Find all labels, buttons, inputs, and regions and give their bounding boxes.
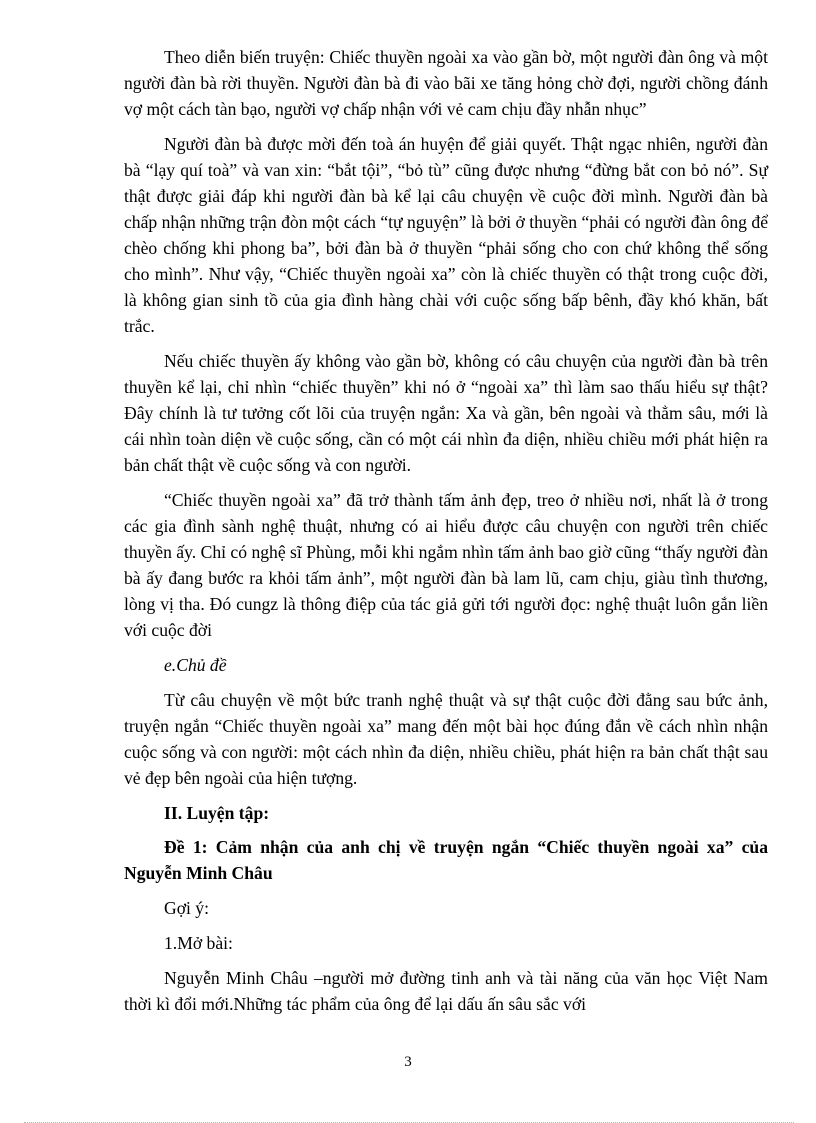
exercise-heading: Đề 1: Cảm nhận của anh chị về truyện ngắn “Chiếc thuyền ngoài xa” của Nguyễn Minh Châu	[124, 837, 768, 883]
document-body	[124, 44, 768, 1026]
page-number: 3	[404, 1054, 412, 1070]
hint-label: Gợi ý:	[164, 898, 209, 918]
intro-label: 1.Mở bài:	[164, 933, 233, 953]
paragraph-court-scene: Người đàn bà được mời đến toà án huyện để giải quyết. Thật ngạc nhiên, người đàn bà “lạy quí toà” và van xin: “bắt tội”, “bỏ tù” cũng được nhưng “đừng bắt con bỏ nó”. Sự thật được giải đáp khi người đàn bà kể lại câu chuyện về cuộc đời mình. Người đàn bà chấp nhận những trận đòn một cách “tự nguyện” là bởi ở thuyền “phải có người đàn ông để chèo chống khi phong ba”, bởi đàn bà ở thuyền “phải sống cho con chứ không thể sống cho mình”. Như vậy, “Chiếc thuyền ngoài xa” còn là chiếc thuyền có thật trong cuộc đời, là không gian sinh tồ của gia đình hàng chài với cuộc sống bấp bênh, đầy khó khăn, bất trắc.	[124, 134, 768, 336]
paragraph-intro: Nguyễn Minh Châu –người mở đường tinh anh và tài năng của văn học Việt Nam thời kì đổi mới.Những tác phẩm của ông để lại dấu ấn sâu sắc với	[124, 968, 768, 1014]
paragraph-core-idea: Nếu chiếc thuyền ấy không vào gần bờ, không có câu chuyện của người đàn bà trên thuyền kể lại, chỉ nhìn “chiếc thuyền” khi nó ở “ngoài xa” thì làm sao thấu hiểu sự thật? Đây chính là tư tưởng cốt lõi của truyện ngắn: Xa và gần, bên ngoài và thẳm sâu, mới là cái nhìn toàn diện về cuộc sống, cần có một cái nhìn đa diện, nhiều chiều mới phát hiện ra bản chất thật về cuộc sống và con người.	[124, 351, 768, 475]
subheading-theme: e.Chủ đề	[164, 655, 227, 675]
paragraph-theme: Từ câu chuyện về một bức tranh nghệ thuật và sự thật cuộc đời đằng sau bức ảnh, truyện ngắn “Chiếc thuyền ngoài xa” mang đến một bài học đúng đắn về cách nhìn nhận cuộc sống và con người: một cách nhìn đa diện, nhiều chiều, phát hiện ra bản chất thật sau vẻ đẹp bên ngoài của hiện tượng.	[124, 690, 768, 788]
paragraph-story-development: Theo diễn biến truyện: Chiếc thuyền ngoài xa vào gần bờ, một người đàn ông và một người đàn bà rời thuyền. Người đàn bà đi vào bãi xe tăng hỏng chờ đợi, người chồng đánh vợ một cách tàn bạo, người vợ chấp nhận với vẻ cam chịu đầy nhẫn nhục”	[124, 47, 768, 119]
section-heading-practice: II. Luyện tập:	[164, 803, 270, 823]
paragraph-photo-meaning: “Chiếc thuyền ngoài xa” đã trở thành tấm ảnh đẹp, treo ở nhiều nơi, nhất là ở trong các gia đình sành nghệ thuật, nhưng có ai hiểu được câu chuyện con người trên chiếc thuyền ấy. Chỉ có nghệ sĩ Phùng, mỗi khi ngắm nhìn tấm ảnh bao giờ cũng “thấy người đàn bà ấy đang bước ra khỏi tấm ảnh”, một người đàn bà lam lũ, cam chịu, giàu tình thương, lòng vị tha. Đó cungz là thông điệp của tác giả gửi tới người đọc: nghệ thuật luôn gắn liền với cuộc đời	[124, 490, 768, 640]
